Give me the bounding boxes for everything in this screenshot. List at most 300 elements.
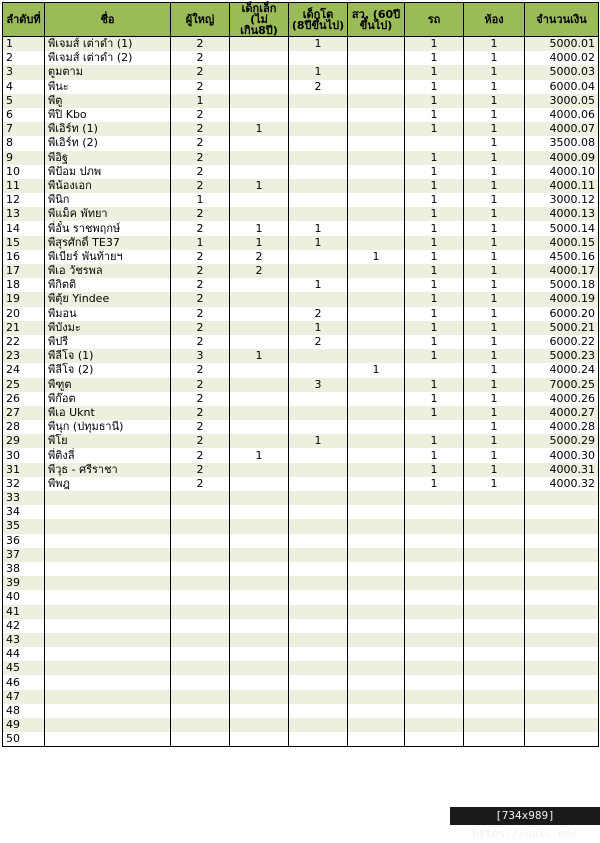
row-child-small: 1 xyxy=(230,221,289,235)
row-adult: 2 xyxy=(171,278,230,292)
header-amount: จำนวนเงิน xyxy=(525,3,599,37)
row-child-big xyxy=(289,718,348,732)
table-row xyxy=(3,80,599,94)
row-number: 33 xyxy=(3,491,45,505)
row-room: 1 xyxy=(464,335,525,349)
table-row xyxy=(3,647,599,661)
row-child-small xyxy=(230,491,289,505)
table-row xyxy=(3,179,599,193)
row-child-big: 1 xyxy=(289,434,348,448)
row-child-big: 1 xyxy=(289,321,348,335)
row-name: พี่ปิ Kbo xyxy=(45,108,171,122)
row-senior xyxy=(348,207,405,221)
row-room xyxy=(464,505,525,519)
row-car xyxy=(405,505,464,519)
row-room: 1 xyxy=(464,434,525,448)
row-senior xyxy=(348,633,405,647)
header-child-big-line2: (8ปีขึ้นไป) xyxy=(291,18,345,32)
table-row xyxy=(3,619,599,633)
row-senior: 1 xyxy=(348,363,405,377)
row-adult xyxy=(171,619,230,633)
row-amount xyxy=(525,661,599,675)
table-row xyxy=(3,420,599,434)
row-senior xyxy=(348,675,405,689)
row-car: 1 xyxy=(405,434,464,448)
row-amount xyxy=(525,534,599,548)
row-name xyxy=(45,704,171,718)
row-name xyxy=(45,690,171,704)
row-senior xyxy=(348,165,405,179)
row-senior xyxy=(348,491,405,505)
row-adult: 2 xyxy=(171,363,230,377)
row-child-small xyxy=(230,363,289,377)
row-senior xyxy=(348,420,405,434)
header-name: ชื่อ xyxy=(45,3,171,37)
row-number: 41 xyxy=(3,605,45,619)
row-child-small xyxy=(230,292,289,306)
row-adult: 2 xyxy=(171,378,230,392)
row-amount: 4000.30 xyxy=(525,448,599,462)
row-car: 1 xyxy=(405,51,464,65)
row-number: 38 xyxy=(3,562,45,576)
table-row xyxy=(3,264,599,278)
row-name: พี่นะ xyxy=(45,80,171,94)
row-amount xyxy=(525,548,599,562)
row-senior xyxy=(348,619,405,633)
row-name xyxy=(45,505,171,519)
row-child-big xyxy=(289,448,348,462)
row-number: 34 xyxy=(3,505,45,519)
row-name: พี่วุธ - ศรีราชา xyxy=(45,463,171,477)
row-name: พี่โย xyxy=(45,434,171,448)
row-car xyxy=(405,491,464,505)
row-room xyxy=(464,675,525,689)
row-room: 1 xyxy=(464,463,525,477)
row-adult: 3 xyxy=(171,349,230,363)
row-number: 49 xyxy=(3,718,45,732)
row-adult xyxy=(171,675,230,689)
row-adult: 2 xyxy=(171,122,230,136)
row-number: 23 xyxy=(3,349,45,363)
row-child-small xyxy=(230,576,289,590)
row-number: 3 xyxy=(3,65,45,79)
row-number: 7 xyxy=(3,122,45,136)
row-room: 1 xyxy=(464,420,525,434)
row-name: พี่ติงลี่ xyxy=(45,448,171,462)
row-car: 1 xyxy=(405,321,464,335)
row-number: 2 xyxy=(3,51,45,65)
row-child-small xyxy=(230,392,289,406)
row-room xyxy=(464,562,525,576)
row-child-small xyxy=(230,718,289,732)
row-senior xyxy=(348,576,405,590)
row-amount xyxy=(525,647,599,661)
row-amount: 4000.06 xyxy=(525,108,599,122)
row-adult xyxy=(171,690,230,704)
row-senior xyxy=(348,80,405,94)
table-row xyxy=(3,193,599,207)
row-room xyxy=(464,576,525,590)
row-number: 32 xyxy=(3,477,45,491)
row-name: พี่สุรศักดิ์ TE37 xyxy=(45,236,171,250)
row-room xyxy=(464,633,525,647)
row-car: 1 xyxy=(405,250,464,264)
row-adult: 2 xyxy=(171,37,230,52)
row-adult: 2 xyxy=(171,434,230,448)
row-child-small xyxy=(230,633,289,647)
row-senior xyxy=(348,51,405,65)
row-room: 1 xyxy=(464,80,525,94)
row-name: พี่เบียร์ พันท้ายฯ xyxy=(45,250,171,264)
row-car: 1 xyxy=(405,392,464,406)
row-name xyxy=(45,718,171,732)
row-name: พี่พฎ xyxy=(45,477,171,491)
row-amount: 3000.12 xyxy=(525,193,599,207)
row-child-small xyxy=(230,321,289,335)
row-number: 1 xyxy=(3,37,45,52)
row-name xyxy=(45,619,171,633)
row-room xyxy=(464,647,525,661)
row-room xyxy=(464,605,525,619)
row-child-small xyxy=(230,378,289,392)
row-senior xyxy=(348,704,405,718)
row-car xyxy=(405,562,464,576)
row-car: 1 xyxy=(405,236,464,250)
row-number: 20 xyxy=(3,307,45,321)
row-room xyxy=(464,704,525,718)
table-row xyxy=(3,363,599,377)
row-child-small xyxy=(230,193,289,207)
row-senior xyxy=(348,65,405,79)
row-child-big xyxy=(289,94,348,108)
row-room: 1 xyxy=(464,51,525,65)
table-row xyxy=(3,51,599,65)
row-child-big xyxy=(289,179,348,193)
row-child-big: 2 xyxy=(289,307,348,321)
row-senior xyxy=(348,221,405,235)
row-adult: 2 xyxy=(171,65,230,79)
row-senior xyxy=(348,562,405,576)
row-adult: 2 xyxy=(171,207,230,221)
row-child-small xyxy=(230,562,289,576)
row-number: 10 xyxy=(3,165,45,179)
row-child-big: 2 xyxy=(289,335,348,349)
row-child-big xyxy=(289,264,348,278)
row-amount: 6000.04 xyxy=(525,80,599,94)
table-row xyxy=(3,94,599,108)
row-room: 1 xyxy=(464,94,525,108)
row-name xyxy=(45,661,171,675)
row-adult: 2 xyxy=(171,221,230,235)
header-row xyxy=(3,3,599,37)
row-adult: 2 xyxy=(171,406,230,420)
row-amount: 4000.10 xyxy=(525,165,599,179)
row-adult xyxy=(171,590,230,604)
row-senior xyxy=(348,108,405,122)
roster-table xyxy=(2,2,599,747)
header-adult: ผู้ใหญ่ xyxy=(171,3,230,37)
row-senior xyxy=(348,548,405,562)
row-senior xyxy=(348,179,405,193)
row-senior xyxy=(348,661,405,675)
row-child-big: 3 xyxy=(289,378,348,392)
header-senior-line1: สว. (60ปี xyxy=(351,7,401,21)
row-adult: 2 xyxy=(171,165,230,179)
row-child-small xyxy=(230,278,289,292)
row-number: 13 xyxy=(3,207,45,221)
row-car: 1 xyxy=(405,122,464,136)
row-name xyxy=(45,675,171,689)
row-amount: 4000.28 xyxy=(525,420,599,434)
row-amount: 5000.18 xyxy=(525,278,599,292)
row-name: พี่ลีโจ (2) xyxy=(45,363,171,377)
row-adult: 2 xyxy=(171,51,230,65)
row-name xyxy=(45,605,171,619)
row-number: 9 xyxy=(3,151,45,165)
table-row xyxy=(3,236,599,250)
row-amount xyxy=(525,732,599,747)
row-adult xyxy=(171,704,230,718)
row-adult: 2 xyxy=(171,264,230,278)
row-name xyxy=(45,534,171,548)
row-senior xyxy=(348,590,405,604)
row-room xyxy=(464,732,525,747)
row-amount: 6000.22 xyxy=(525,335,599,349)
row-adult xyxy=(171,562,230,576)
row-name: พี่เจมส์ เต่าดำ (1) xyxy=(45,37,171,52)
header-car: รถ xyxy=(405,3,464,37)
header-no: ลำดับที่ xyxy=(3,3,45,37)
row-child-big xyxy=(289,250,348,264)
row-number: 4 xyxy=(3,80,45,94)
table-row xyxy=(3,278,599,292)
row-senior xyxy=(348,94,405,108)
table-row xyxy=(3,349,599,363)
row-car: 1 xyxy=(405,179,464,193)
row-senior xyxy=(348,406,405,420)
row-child-small xyxy=(230,534,289,548)
table-row xyxy=(3,207,599,221)
row-car: 1 xyxy=(405,151,464,165)
row-senior xyxy=(348,448,405,462)
row-adult: 2 xyxy=(171,420,230,434)
row-name xyxy=(45,732,171,747)
row-child-small xyxy=(230,704,289,718)
row-child-small xyxy=(230,548,289,562)
row-senior xyxy=(348,732,405,747)
row-car xyxy=(405,605,464,619)
row-adult: 1 xyxy=(171,94,230,108)
row-amount: 4000.27 xyxy=(525,406,599,420)
row-room: 1 xyxy=(464,108,525,122)
row-child-small xyxy=(230,463,289,477)
row-child-small: 1 xyxy=(230,349,289,363)
row-child-small xyxy=(230,406,289,420)
row-child-small xyxy=(230,675,289,689)
table-row xyxy=(3,250,599,264)
row-car: 1 xyxy=(405,307,464,321)
row-child-big: 1 xyxy=(289,37,348,52)
row-number: 22 xyxy=(3,335,45,349)
row-child-big xyxy=(289,151,348,165)
row-senior xyxy=(348,193,405,207)
row-child-big xyxy=(289,193,348,207)
row-room xyxy=(464,718,525,732)
row-amount xyxy=(525,562,599,576)
row-room: 1 xyxy=(464,165,525,179)
row-senior xyxy=(348,37,405,52)
table-row xyxy=(3,151,599,165)
row-car xyxy=(405,647,464,661)
table-row xyxy=(3,590,599,604)
row-amount xyxy=(525,590,599,604)
table-row xyxy=(3,292,599,306)
row-name: พี่น้องเอก xyxy=(45,179,171,193)
row-car xyxy=(405,718,464,732)
header-senior-line2: ขึ้นไป) xyxy=(359,18,393,32)
table-row xyxy=(3,321,599,335)
row-name xyxy=(45,562,171,576)
row-car xyxy=(405,576,464,590)
row-name: พี่แม็ค พัทยา xyxy=(45,207,171,221)
row-child-small: 1 xyxy=(230,122,289,136)
row-car: 1 xyxy=(405,278,464,292)
row-child-big xyxy=(289,534,348,548)
row-adult: 2 xyxy=(171,292,230,306)
row-child-big xyxy=(289,491,348,505)
row-car xyxy=(405,548,464,562)
row-child-big xyxy=(289,108,348,122)
row-child-big xyxy=(289,690,348,704)
row-child-big xyxy=(289,363,348,377)
row-child-big xyxy=(289,732,348,747)
table-row xyxy=(3,434,599,448)
row-child-big xyxy=(289,477,348,491)
row-child-small xyxy=(230,136,289,150)
table-row xyxy=(3,690,599,704)
row-number: 42 xyxy=(3,619,45,633)
row-child-big xyxy=(289,562,348,576)
row-adult: 1 xyxy=(171,193,230,207)
row-car xyxy=(405,690,464,704)
row-car xyxy=(405,420,464,434)
row-name: พี่ป้อม ปภพ xyxy=(45,165,171,179)
row-senior xyxy=(348,505,405,519)
row-adult xyxy=(171,534,230,548)
row-name: พี่นุก (ปทุมธานี) xyxy=(45,420,171,434)
row-child-big xyxy=(289,590,348,604)
row-room: 1 xyxy=(464,378,525,392)
table-row xyxy=(3,122,599,136)
header-senior xyxy=(348,3,405,37)
row-child-small xyxy=(230,151,289,165)
row-child-small xyxy=(230,505,289,519)
row-adult: 2 xyxy=(171,463,230,477)
row-child-small xyxy=(230,94,289,108)
row-child-small xyxy=(230,80,289,94)
row-senior xyxy=(348,392,405,406)
row-child-small: 2 xyxy=(230,250,289,264)
row-name: พี่บังมะ xyxy=(45,321,171,335)
header-child-big xyxy=(289,3,348,37)
row-child-small xyxy=(230,619,289,633)
row-car xyxy=(405,590,464,604)
row-number: 11 xyxy=(3,179,45,193)
row-car: 1 xyxy=(405,94,464,108)
row-amount xyxy=(525,633,599,647)
row-room: 1 xyxy=(464,151,525,165)
table-row xyxy=(3,378,599,392)
row-room xyxy=(464,590,525,604)
row-name: ตูมตาม xyxy=(45,65,171,79)
row-child-small xyxy=(230,165,289,179)
header-child-big-line1: เด็กโต xyxy=(302,7,334,21)
row-amount: 4000.09 xyxy=(525,151,599,165)
row-name: พี่ลีโจ (1) xyxy=(45,349,171,363)
row-amount: 5000.01 xyxy=(525,37,599,52)
row-name: พี่เอ Uknt xyxy=(45,406,171,420)
row-child-big xyxy=(289,704,348,718)
row-number: 24 xyxy=(3,363,45,377)
row-amount xyxy=(525,605,599,619)
table-row xyxy=(3,718,599,732)
row-name: พี่เอิร์ท (1) xyxy=(45,122,171,136)
table-row xyxy=(3,562,599,576)
row-child-small: 1 xyxy=(230,236,289,250)
row-room: 1 xyxy=(464,122,525,136)
row-amount xyxy=(525,576,599,590)
row-room xyxy=(464,661,525,675)
row-senior xyxy=(348,292,405,306)
row-senior xyxy=(348,378,405,392)
row-adult: 2 xyxy=(171,307,230,321)
row-amount xyxy=(525,718,599,732)
row-car xyxy=(405,136,464,150)
row-room: 1 xyxy=(464,278,525,292)
row-senior xyxy=(348,264,405,278)
row-adult: 1 xyxy=(171,236,230,250)
row-name: พี่ตุ้ย Yindee xyxy=(45,292,171,306)
row-number: 19 xyxy=(3,292,45,306)
row-child-big xyxy=(289,605,348,619)
row-amount: 4000.31 xyxy=(525,463,599,477)
row-car: 1 xyxy=(405,165,464,179)
row-child-small xyxy=(230,108,289,122)
row-car xyxy=(405,633,464,647)
row-child-big xyxy=(289,619,348,633)
row-child-big: 1 xyxy=(289,65,348,79)
row-child-small xyxy=(230,519,289,533)
row-senior xyxy=(348,718,405,732)
row-number: 25 xyxy=(3,378,45,392)
row-senior xyxy=(348,690,405,704)
row-amount: 4000.19 xyxy=(525,292,599,306)
table-body xyxy=(3,37,599,747)
row-senior xyxy=(348,434,405,448)
row-number: 40 xyxy=(3,590,45,604)
row-number: 29 xyxy=(3,434,45,448)
row-child-big: 1 xyxy=(289,278,348,292)
row-number: 6 xyxy=(3,108,45,122)
row-adult xyxy=(171,732,230,747)
row-name: พี่อั๋น ราชพฤกษ์ xyxy=(45,221,171,235)
row-room: 1 xyxy=(464,292,525,306)
row-name xyxy=(45,519,171,533)
row-room: 1 xyxy=(464,136,525,150)
row-adult xyxy=(171,548,230,562)
table-row xyxy=(3,65,599,79)
row-adult xyxy=(171,576,230,590)
